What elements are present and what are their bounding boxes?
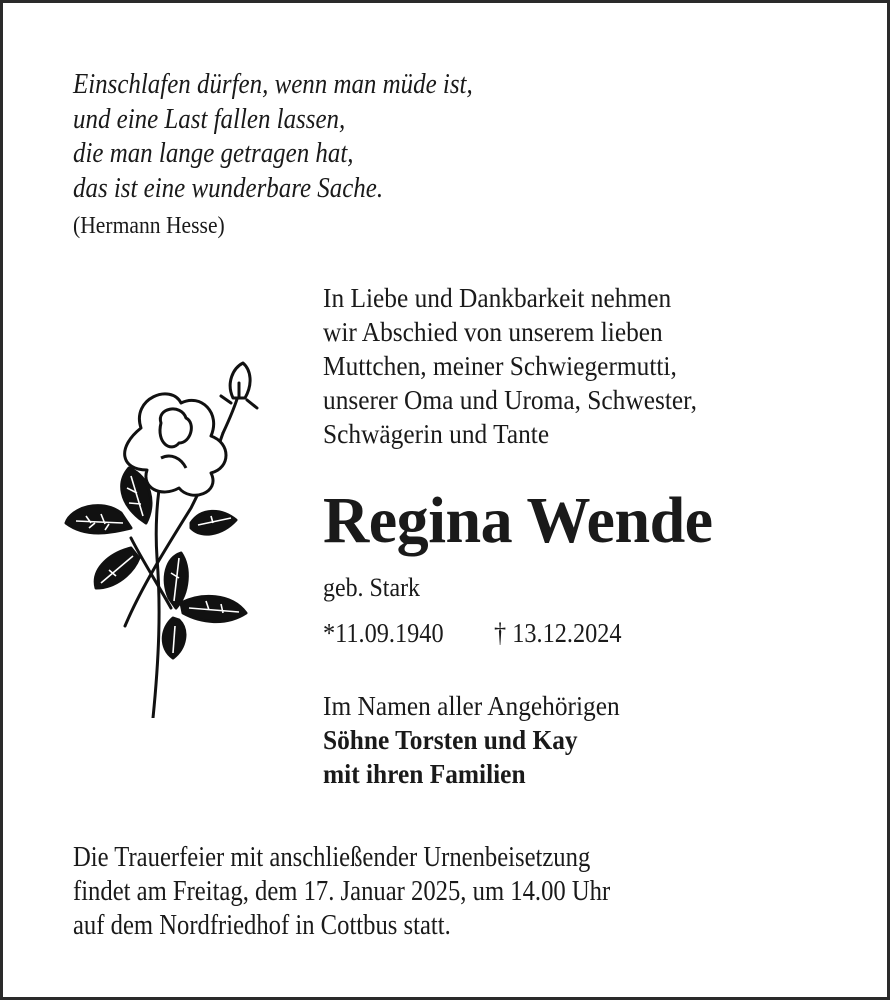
relatives-intro: Im Namen aller Angehörigen (323, 691, 620, 721)
death-date: † 13.12.2024 (494, 618, 622, 648)
relatives-families: mit ihren Familien (323, 759, 526, 789)
birth-date: *11.09.1940 (323, 618, 444, 648)
ceremony-line: auf dem Nordfriedhof in Cottbus statt. (73, 910, 451, 941)
poem-author: (Hermann Hesse) (73, 213, 225, 239)
intro-line: unserer Oma und Uroma, Schwester, (323, 385, 697, 415)
deceased-name: Regina Wende (323, 484, 713, 557)
relatives-sons: Söhne Torsten und Kay (323, 725, 578, 755)
relatives-signature (323, 689, 620, 791)
poem-quote (73, 67, 473, 205)
rose-icon (61, 358, 261, 718)
life-dates (323, 618, 622, 649)
intro-line: wir Abschied von unserem lieben (323, 317, 663, 347)
ceremony-line: Die Trauerfeier mit anschließender Urnenbeisetzung (73, 842, 591, 873)
poem-line: das ist eine wunderbare Sache. (73, 171, 384, 204)
farewell-intro (323, 281, 697, 451)
poem-line: Einschlafen dürfen, wenn man müde ist, (73, 68, 473, 100)
poem-line: und eine Last fallen lassen, (73, 102, 346, 135)
intro-line: Muttchen, meiner Schwiegermutti, (323, 351, 677, 381)
intro-line: In Liebe und Dankbarkeit nehmen (323, 283, 672, 313)
ceremony-info (73, 841, 610, 943)
poem-line: die man lange getragen hat, (73, 137, 354, 169)
maiden-name: geb. Stark (323, 573, 420, 602)
intro-line: Schwägerin und Tante (323, 419, 550, 449)
ceremony-line: findet am Freitag, dem 17. Januar 2025, um 14.00 Uhr (73, 876, 611, 907)
